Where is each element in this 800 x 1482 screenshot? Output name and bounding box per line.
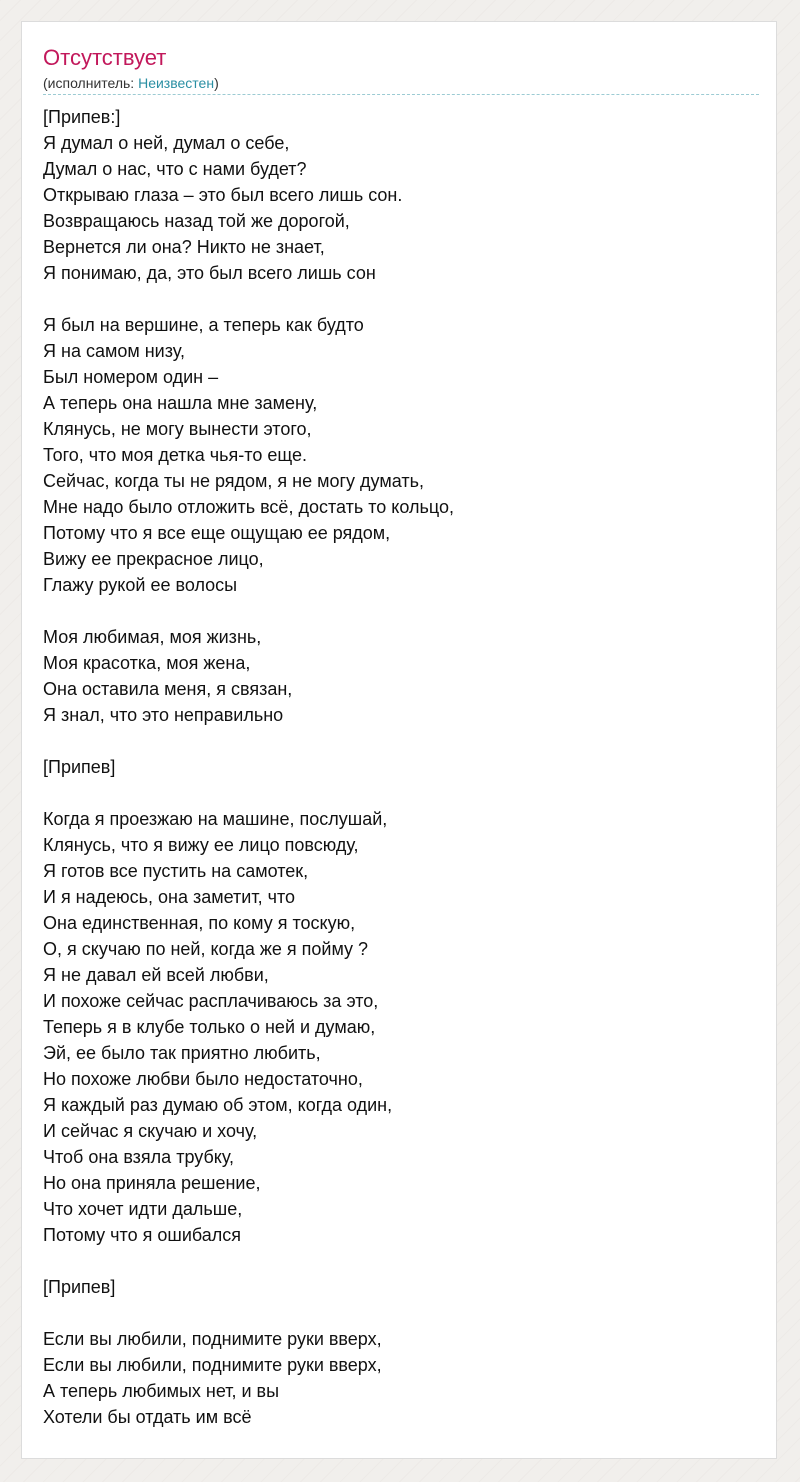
lyric-line: Возвращаюсь назад той же дорогой, (43, 211, 350, 231)
lyrics-stanza (43, 624, 763, 728)
artist-prefix: (исполнитель: (43, 75, 139, 91)
title-divider (43, 94, 759, 95)
lyric-line: Но она приняла решение, (43, 1173, 261, 1193)
lyric-line: Эй, ее было так приятно любить, (43, 1043, 321, 1063)
lyrics-stanza (43, 806, 763, 1248)
lyric-line: Моя любимая, моя жизнь, (43, 627, 262, 647)
lyric-line: И похоже сейчас расплачиваюсь за это, (43, 991, 379, 1011)
lyric-line: Был номером один – (43, 367, 219, 387)
artist-link[interactable]: Неизвестен (138, 75, 215, 91)
song-title: Отсутствует (43, 45, 167, 70)
lyric-line: Я на самом низу, (43, 341, 185, 361)
lyric-line: Вижу ее прекрасное лицо, (43, 549, 264, 569)
lyric-line: Потому что я все еще ощущаю ее рядом, (43, 523, 391, 543)
lyric-line: И сейчас я скучаю и хочу, (43, 1121, 258, 1141)
lyric-line: Глажу рукой ее волосы (43, 575, 238, 595)
lyric-line: Моя красотка, моя жена, (43, 653, 251, 673)
lyrics-body (43, 104, 763, 1430)
lyric-line: Если вы любили, поднимите руки вверх, (43, 1329, 382, 1349)
lyric-line: Клянусь, не могу вынести этого, (43, 419, 312, 439)
lyric-line: Я думал о ней, думал о себе, (43, 133, 290, 153)
lyric-line: Но похоже любви было недостаточно, (43, 1069, 363, 1089)
artist-line (43, 74, 219, 92)
lyric-line: А теперь она нашла мне замену, (43, 393, 318, 413)
lyrics-stanza (43, 1274, 763, 1300)
lyric-line: Я понимаю, да, это был всего лишь сон (43, 263, 376, 283)
lyric-line: Вернется ли она? Никто не знает, (43, 237, 325, 257)
lyric-line: Если вы любили, поднимите руки вверх, (43, 1355, 382, 1375)
lyric-line: Что хочет идти дальше, (43, 1199, 243, 1219)
lyric-line: Она оставила меня, я связан, (43, 679, 293, 699)
lyric-line: Потому что я ошибался (43, 1225, 242, 1245)
lyric-line: Сейчас, когда ты не рядом, я не могу думать, (43, 471, 424, 491)
lyric-line: Открываю глаза – это был всего лишь сон. (43, 185, 403, 205)
lyric-line: И я надеюсь, она заметит, что (43, 887, 296, 907)
lyric-line: [Припев] (43, 757, 116, 777)
lyric-line: А теперь любимых нет, и вы (43, 1381, 280, 1401)
lyric-line: Я был на вершине, а теперь как будто (43, 315, 364, 335)
lyrics-stanza (43, 312, 763, 598)
artist-suffix: ) (214, 75, 219, 91)
lyric-line: Я каждый раз думаю об этом, когда один, (43, 1095, 393, 1115)
lyric-line: Я не давал ей всей любви, (43, 965, 269, 985)
lyric-line: Она единственная, по кому я тоскую, (43, 913, 356, 933)
lyric-line: Мне надо было отложить всё, достать то кольцо, (43, 497, 454, 517)
lyrics-stanza (43, 754, 763, 780)
lyric-line: О, я скучаю по ней, когда же я пойму ? (43, 939, 369, 959)
lyric-line: Я знал, что это неправильно (43, 705, 284, 725)
lyric-line: Я готов все пустить на самотек, (43, 861, 309, 881)
lyric-line: Клянусь, что я вижу ее лицо повсюду, (43, 835, 359, 855)
lyric-line: Хотели бы отдать им всё (43, 1407, 252, 1427)
lyric-line: [Припев] (43, 1277, 116, 1297)
lyrics-card (21, 21, 777, 1459)
lyrics-stanza (43, 1326, 763, 1430)
lyric-line: [Припев:] (43, 107, 121, 127)
lyric-line: Когда я проезжаю на машине, послушай, (43, 809, 388, 829)
lyric-line: Теперь я в клубе только о ней и думаю, (43, 1017, 376, 1037)
lyric-line: Того, что моя детка чья-то еще. (43, 445, 307, 465)
lyrics-stanza (43, 104, 763, 286)
lyric-line: Чтоб она взяла трубку, (43, 1147, 235, 1167)
lyric-line: Думал о нас, что с нами будет? (43, 159, 307, 179)
